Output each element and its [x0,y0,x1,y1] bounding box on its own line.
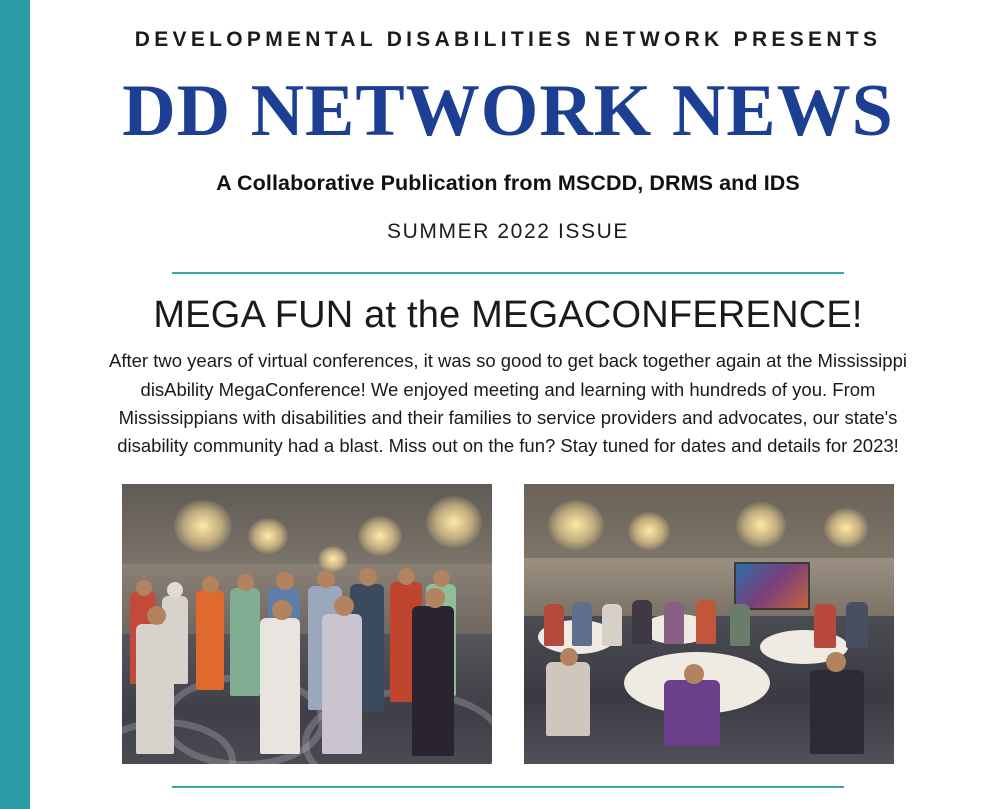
photo-banquet-hall [524,484,894,764]
attendee-head [359,568,377,586]
attendee-head [317,570,335,588]
article-body: After two years of virtual conferences, it was so good to get back together again at the Mississippi disAbility MegaConference! We enjoyed meeting and learning with hundreds of you. From Mississippians with disabilities and their families to service providers and advocates, our state's disability community had a blast. Miss out on the fun? Stay tuned for dates and details for 2023! [109,350,907,456]
chandelier-icon [548,500,604,550]
chandelier-icon [426,496,482,548]
chandelier-icon [318,546,348,572]
chandelier-icon [248,518,288,554]
attendee-figure [632,600,652,644]
attendee-figure [544,604,564,646]
chandelier-icon [736,502,786,548]
attendee-head [276,572,294,590]
attendee-head [202,576,219,593]
attendee-head [136,580,152,596]
publication-subtitle: A Collaborative Publication from MSCDD, DRMS and IDS [216,171,800,196]
attendee-figure [664,602,684,644]
attendee-figure [814,604,836,648]
attendee-head [147,606,166,625]
chandelier-icon [358,516,402,556]
chandelier-icon [628,512,670,550]
attendee-head [433,570,450,587]
attendee-figure [810,670,864,754]
divider-bottom [172,786,844,788]
attendee-figure [260,618,300,754]
attendee-figure [546,662,590,736]
attendee-figure [136,624,174,754]
attendee-figure [230,588,260,696]
chandelier-icon [174,500,232,552]
attendee-figure [696,600,716,644]
attendee-head [398,568,415,585]
masthead-title: DD NETWORK NEWS [122,70,894,152]
attendee-figure [730,604,750,646]
attendee-figure [322,614,362,754]
article-headline: MEGA FUN at the MEGACONFERENCE! [153,294,863,337]
attendee-figure [846,602,868,648]
attendee-figure [412,606,454,756]
chandelier-icon [824,508,868,548]
photo-ballroom-dancing [122,484,492,764]
attendee-figure [602,604,622,646]
attendee-head [334,596,354,616]
attendee-head [560,648,578,666]
publisher-kicker: DEVELOPMENTAL DISABILITIES NETWORK PRESENTS [134,28,882,51]
issue-label: SUMMER 2022 ISSUE [387,220,629,244]
attendee-head [684,664,704,684]
photo-row [30,484,986,764]
attendee-head [167,582,183,598]
wheelchair-user-figure [664,680,720,746]
accent-sidebar [0,0,30,809]
projection-screen [734,562,810,610]
divider-top [172,272,844,274]
attendee-head [272,600,292,620]
attendee-figure [572,602,592,646]
attendee-head [237,574,254,591]
page-content [30,0,986,809]
attendee-head [425,588,445,608]
attendee-figure [196,590,224,690]
attendee-head [826,652,846,672]
